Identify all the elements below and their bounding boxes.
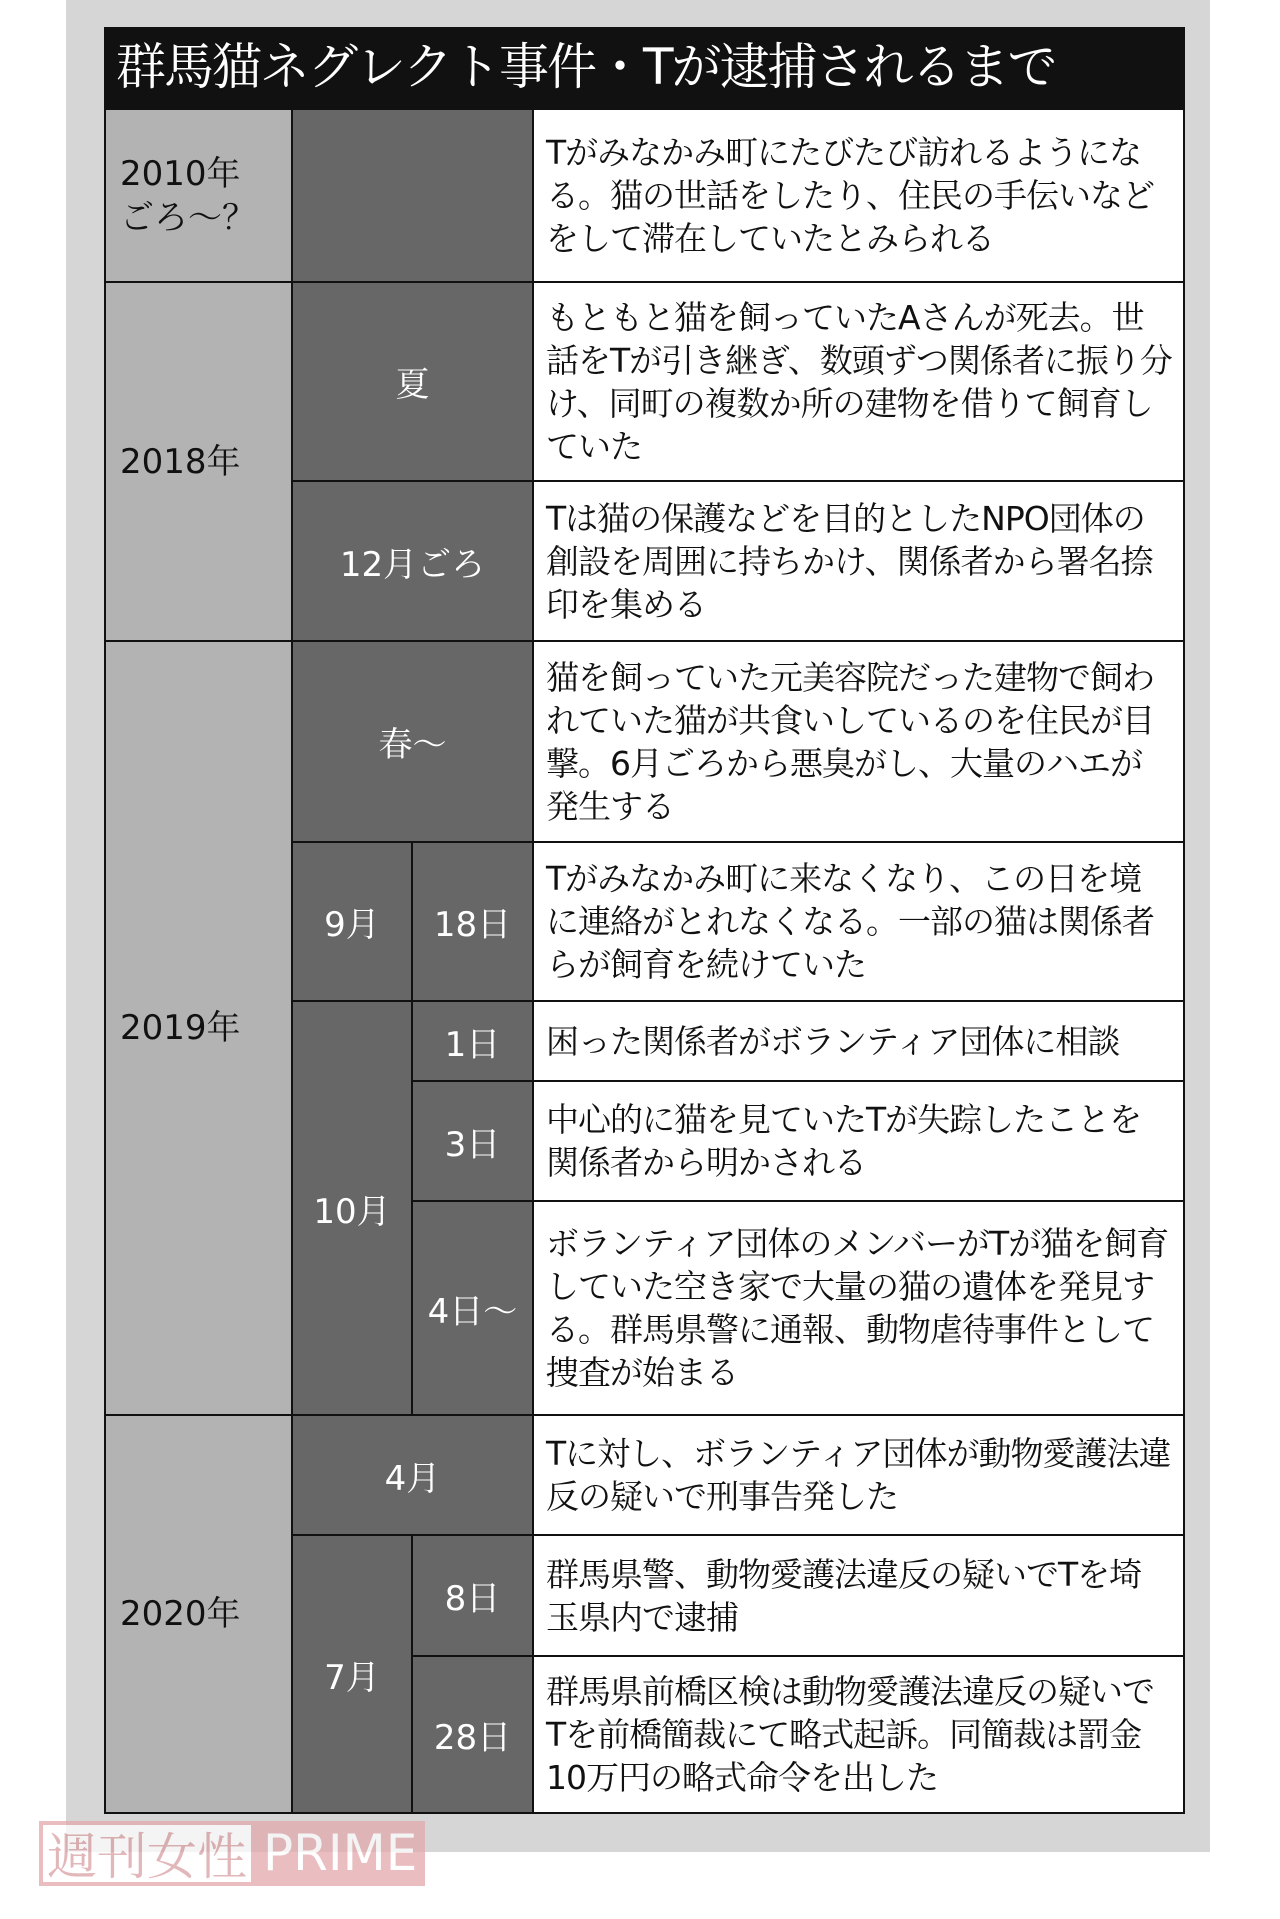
day-cell: 8日 [411,1534,534,1657]
event-cell: Tに対し、ボランティア団体が動物愛護法違反の疑いで刑事告発した [532,1414,1185,1536]
day-cell: 1日 [411,1000,534,1082]
month-cell: 10月 [291,1000,413,1416]
period-cell-empty [291,108,534,283]
period-cell: 12月ごろ [291,480,534,642]
month-cell: 7月 [291,1534,413,1814]
day-cell: 18日 [411,841,534,1002]
year-cell: 2010年 ごろ～？ [104,108,293,283]
event-cell: ボランティア団体のメンバーがTが猫を飼育していた空き家で大量の猫の遺体を発見する。群馬県警に通報、動物虐待事件として捜査が始まる [532,1200,1185,1416]
month-cell: 9月 [291,841,413,1002]
event-cell: 群馬県警、動物愛護法違反の疑いでTを埼玉県内で逮捕 [532,1534,1185,1657]
period-cell: 夏 [291,281,534,482]
day-cell: 3日 [411,1080,534,1202]
year-cell: 2019年 [104,640,293,1416]
event-cell: もともと猫を飼っていたAさんが死去。世話をTが引き継ぎ、数頭ずつ関係者に振り分け、同町の複数か所の建物を借りて飼育していた [532,281,1185,482]
day-cell: 4日～ [411,1200,534,1416]
event-cell: Tがみなかみ町に来なくなり、この日を境に連絡がとれなくなる。一部の猫は関係者らが飼育を続けていた [532,841,1185,1002]
page-title: 群馬猫ネグレクト事件・Tが逮捕されるまで [104,27,1185,108]
event-cell: Tがみなかみ町にたびたび訪れるようになる。猫の世話をしたり、住民の手伝いなどをして滞在していたとみられる [532,108,1185,283]
year-cell: 2018年 [104,281,293,642]
event-cell: Tは猫の保護などを目的としたNPO団体の創設を周囲に持ちかけ、関係者から署名捺印を集める [532,480,1185,642]
watermark-part2: PRIME [255,1821,425,1886]
event-cell: 困った関係者がボランティア団体に相談 [532,1000,1185,1082]
watermark-logo [39,1821,425,1886]
period-cell: 4月 [291,1414,534,1536]
event-cell: 中心的に猫を見ていたTが失踪したことを関係者から明かされる [532,1080,1185,1202]
watermark-part1: 週刊女性 [39,1821,255,1886]
period-cell: 春～ [291,640,534,843]
day-cell: 28日 [411,1655,534,1814]
year-cell: 2020年 [104,1414,293,1814]
event-cell: 群馬県前橋区検は動物愛護法違反の疑いでTを前橋簡裁にて略式起訴。同簡裁は罰金10万円の略式命令を出した [532,1655,1185,1814]
event-cell: 猫を飼っていた元美容院だった建物で飼われていた猫が共食いしているのを住民が目撃。6月ごろから悪臭がし、大量のハエが発生する [532,640,1185,843]
